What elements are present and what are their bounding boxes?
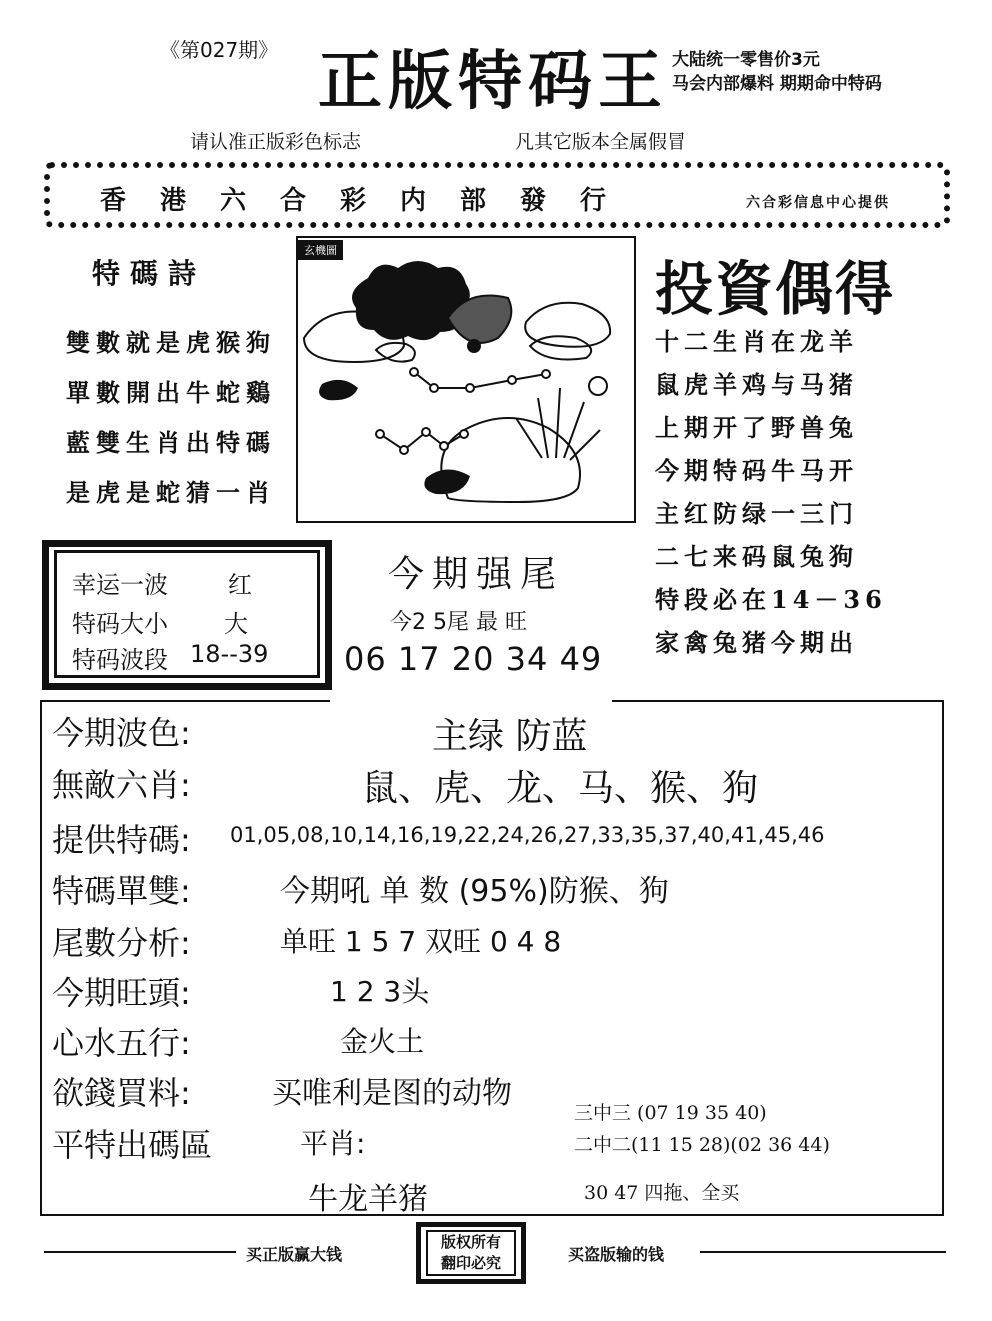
lucky-size-label: 特码大小 xyxy=(72,610,168,638)
puzzle-illustration xyxy=(298,238,634,521)
invest-line: 主红防绿一三门 xyxy=(655,499,858,528)
price-text: 大陆统一零售价3元 xyxy=(672,50,820,70)
two-hit-text: 二中二(11 15 28)(02 36 44) xyxy=(574,1134,830,1156)
notice-right: 凡其它版本全属假冒 xyxy=(515,131,687,153)
three-hit-text: 三中三 (07 19 35 40) xyxy=(574,1102,767,1124)
tail-analysis-value: 单旺 1 5 7 双旺 0 4 8 xyxy=(280,925,562,958)
six-zodiac-value: 鼠、虎、龙、马、猴、狗 xyxy=(362,768,759,809)
footer-right-text: 买盗版输的钱 xyxy=(568,1245,665,1264)
picture-label: 玄機圖 xyxy=(298,240,343,260)
head-value: 1 2 3头 xyxy=(330,975,430,1008)
lucky-wave-label: 幸运一波 xyxy=(72,571,168,599)
flat-zone-label: 平特出碼區 xyxy=(52,1126,213,1164)
invest-line: 特段必在14－36 xyxy=(655,585,887,614)
flat-zodiac-value: 牛龙羊猪 xyxy=(308,1182,428,1217)
invest-line: 今期特码牛马开 xyxy=(655,456,858,485)
footer-left-text: 买正版赢大钱 xyxy=(246,1245,343,1264)
six-zodiac-label: 無敵六肖: xyxy=(52,766,191,804)
invest-line: 鼠虎羊鸡与马猪 xyxy=(655,370,858,399)
codes-label: 提供特碼: xyxy=(52,821,191,859)
puzzle-picture xyxy=(296,236,636,523)
footer-line-right xyxy=(700,1251,946,1253)
page-title: 正版特码王 xyxy=(318,44,668,119)
strong-tail-subtitle: 今2 5尾 最 旺 xyxy=(390,610,527,635)
invest-line: 十二生肖在龙羊 xyxy=(655,327,858,356)
poem-line: 雙數就是虎猴狗 xyxy=(66,328,276,357)
wave-value: 主绿 防蓝 xyxy=(432,716,588,757)
footer-line-left xyxy=(44,1251,236,1253)
stamp-line: 版权所有 xyxy=(440,1233,501,1251)
header-info xyxy=(672,48,882,96)
invest-title: 投資偶得 xyxy=(655,255,896,323)
poem-line: 單數開出牛蛇鷄 xyxy=(66,378,276,407)
banner-text: 香港六合彩内部發行 xyxy=(100,186,641,216)
money-label: 欲錢買料: xyxy=(52,1074,191,1112)
poem-line: 藍雙生肖出特碼 xyxy=(66,428,276,457)
details-box-top-left xyxy=(40,700,330,702)
four-drag-text: 30 47 四拖、全买 xyxy=(584,1182,740,1204)
poem-title: 特碼詩 xyxy=(92,257,207,290)
head-label: 今期旺頭: xyxy=(52,974,191,1012)
issue-number: 《第027期》 xyxy=(160,38,279,62)
five-elements-label: 心水五行: xyxy=(52,1024,191,1062)
five-elements-value: 金火土 xyxy=(340,1025,425,1058)
poem-line: 是虎是蛇猜一肖 xyxy=(66,478,276,507)
poem-lines xyxy=(66,318,276,518)
stamp-line: 翻印必究 xyxy=(440,1254,501,1272)
codes-value: 01,05,08,10,14,16,19,22,24,26,27,33,35,37,40,41,45,46 xyxy=(230,823,825,847)
odd-even-label: 特碼單雙: xyxy=(52,872,191,910)
lucky-size-value: 大 xyxy=(224,610,248,638)
banner-source: 六合彩信息中心提供 xyxy=(746,195,890,211)
invest-line: 家禽兔猪今期出 xyxy=(655,628,858,657)
strong-tail-title: 今期强尾 xyxy=(388,554,565,595)
details-box-top-right xyxy=(612,700,944,702)
invest-lines xyxy=(655,320,887,664)
wave-label: 今期波色: xyxy=(52,714,191,752)
slogan-text: 马会内部爆料 期期命中特码 xyxy=(672,74,882,94)
invest-line: 二七来码鼠兔狗 xyxy=(655,542,858,571)
tail-analysis-label: 尾數分析: xyxy=(52,924,191,962)
notice-left: 请认准正版彩色标志 xyxy=(190,131,362,153)
lucky-range-value: 18--39 xyxy=(190,640,269,668)
lucky-range-label: 特码波段 xyxy=(72,646,168,674)
flat-zodiac-label: 平肖: xyxy=(300,1127,366,1160)
strong-tail-numbers: 06 17 20 34 49 xyxy=(344,640,603,678)
invest-line: 上期开了野兽兔 xyxy=(655,413,858,442)
copyright-stamp xyxy=(426,1230,516,1276)
lucky-wave-value: 红 xyxy=(228,571,252,599)
money-value: 买唯利是图的动物 xyxy=(272,1076,512,1111)
odd-even-value: 今期吼 单 数 (95%)防猴、狗 xyxy=(280,874,669,909)
